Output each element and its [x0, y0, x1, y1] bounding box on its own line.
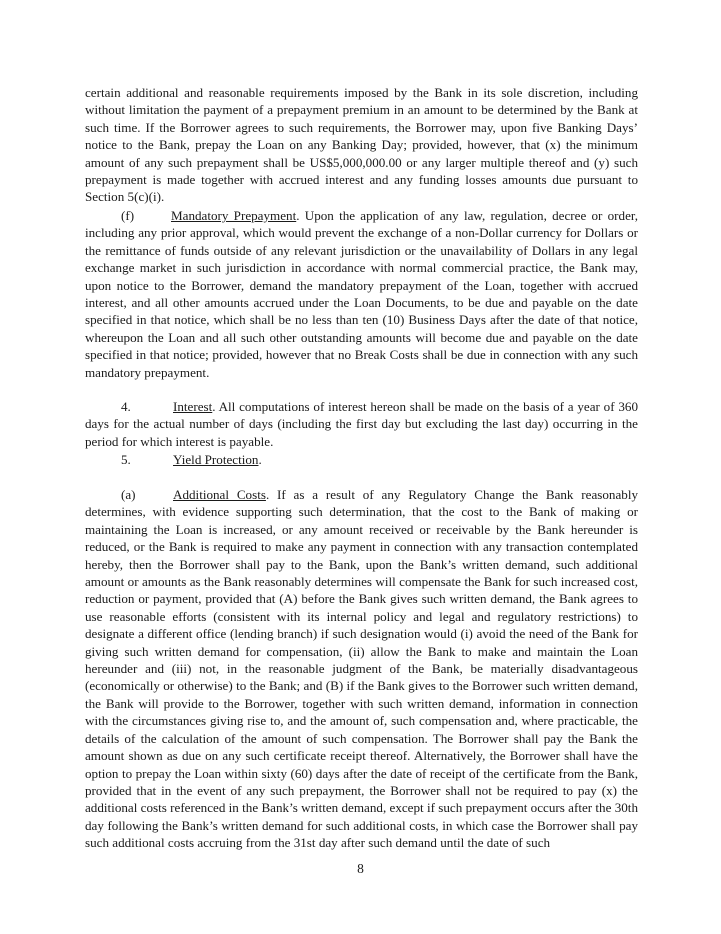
page-number: 8 [357, 861, 364, 876]
body-mandatory-prepayment: . Upon the application of any law, regulation, decree or order, including any prior approval, which would prevent the exchange of a non-Dollar currency for Dollars or the remittance of funds outside of any relevant jurisdiction or the unavailability of Dollars in any legal exchange market in such jurisdiction in accordance with normal commercial practice, the Bank may, upon notice to the Borrower, demand the mandatory prepayment of the Loan, together with accrued interest, and all other amounts accrued under the Loan Documents, to be due and payable on the date specified in that notice, which shall be no less than ten (10) Business Days after the date of that notice, whereupon the Loan and all such other outstanding amounts will become due and payable on the date specified in that notice; provided, however that no Break Costs shall be due in connection with any such mandatory prepayment. [85, 208, 639, 380]
paragraph-interest [85, 398, 638, 450]
paragraph-additional-costs [85, 486, 638, 852]
body-additional-costs: . If as a result of any Regulatory Change the Bank reasonably determines, with evidence supporting such determination, that the cost to the Bank of making or maintaining the Loan is increased, or any amount received or receivable by the Bank hereunder is reduced, or the Bank is required to make any payment in connection with any transaction contemplated hereby, then the Borrower shall pay to the Bank, upon the Bank’s written demand, such additional amount or amounts as the Bank reasonably determines will compensate the Bank for such increased cost, reduction or payment, provided that (A) before the Bank gives such written demand, the Bank agrees to use reasonable efforts (consistent with its internal policy and legal and regulatory restrictions) to designate a different office (lending branch) if such designation would (i) avoid the need of the Bank for giving such written demand for compensation, (ii) allow the Bank to make and maintain the Loan hereunder and (iii) not, in the reasonable judgment of the Bank, be materially disadvantageous (economically or otherwise) to the Bank; and (B) if the Bank gives to the Borrower such written demand, the Bank will provide to the Borrower, together with such written demand, information in connection with the circumstances giving rise to, and the amount of, such compensation and, where practicable, the details of the calculation of the amount of such compensation. The Borrower shall pay the Bank the amount shown as due on any such certificate receipt thereof. Alternatively, the Borrower shall have the option to prepay the Loan within sixty (60) days after the date of receipt of the certificate from the Bank, provided that in the event of any such prepayment, the Borrower shall not be required to pay (x) the additional costs referenced in the Bank’s written demand, except if such prepayment occurs after the 30th day following the Bank’s written demand for such additional costs, in which case the Borrower shall pay such additional costs accruing from the 31st day after such demand until the date of such [85, 487, 639, 851]
heading-mandatory-prepayment: Mandatory Prepayment [171, 208, 297, 223]
body-interest: . All computations of interest hereon shall be made on the basis of a year of 360 days for the actual number of days (including the first day but excluding the last day) occurring in the period for which interest is payable. [85, 399, 638, 449]
heading-yield-protection: Yield Protection [173, 452, 259, 467]
paragraph-yield-protection [85, 451, 638, 468]
heading-additional-costs: Additional Costs [173, 487, 266, 502]
section-number-5a: (a) [121, 487, 136, 502]
paragraph-mandatory-prepayment [85, 207, 638, 381]
body-yield-protection: . [258, 452, 262, 467]
section-number-4: 4. [121, 399, 131, 414]
section-number-5: 5. [121, 452, 131, 467]
heading-interest: Interest [173, 399, 213, 414]
section-number-f: (f) [121, 208, 135, 223]
paragraph-prepayment-continuation: certain additional and reasonable requirements imposed by the Bank in its sole discretion, including without limitation the payment of a prepayment premium in an amount to be determined by the Bank at such time. If the Borrower agrees to such requirements, the Borrower may, upon five Banking Days’ notice to the Bank, prepay the Loan on any Banking Day; provided, however, that (x) the minimum amount of any such prepayment shall be US$5,000,000.00 or any larger multiple thereof and (y) such prepayment is made together with accrued interest and any funding losses amounts due pursuant to Section 5(c)(i). [85, 85, 638, 205]
